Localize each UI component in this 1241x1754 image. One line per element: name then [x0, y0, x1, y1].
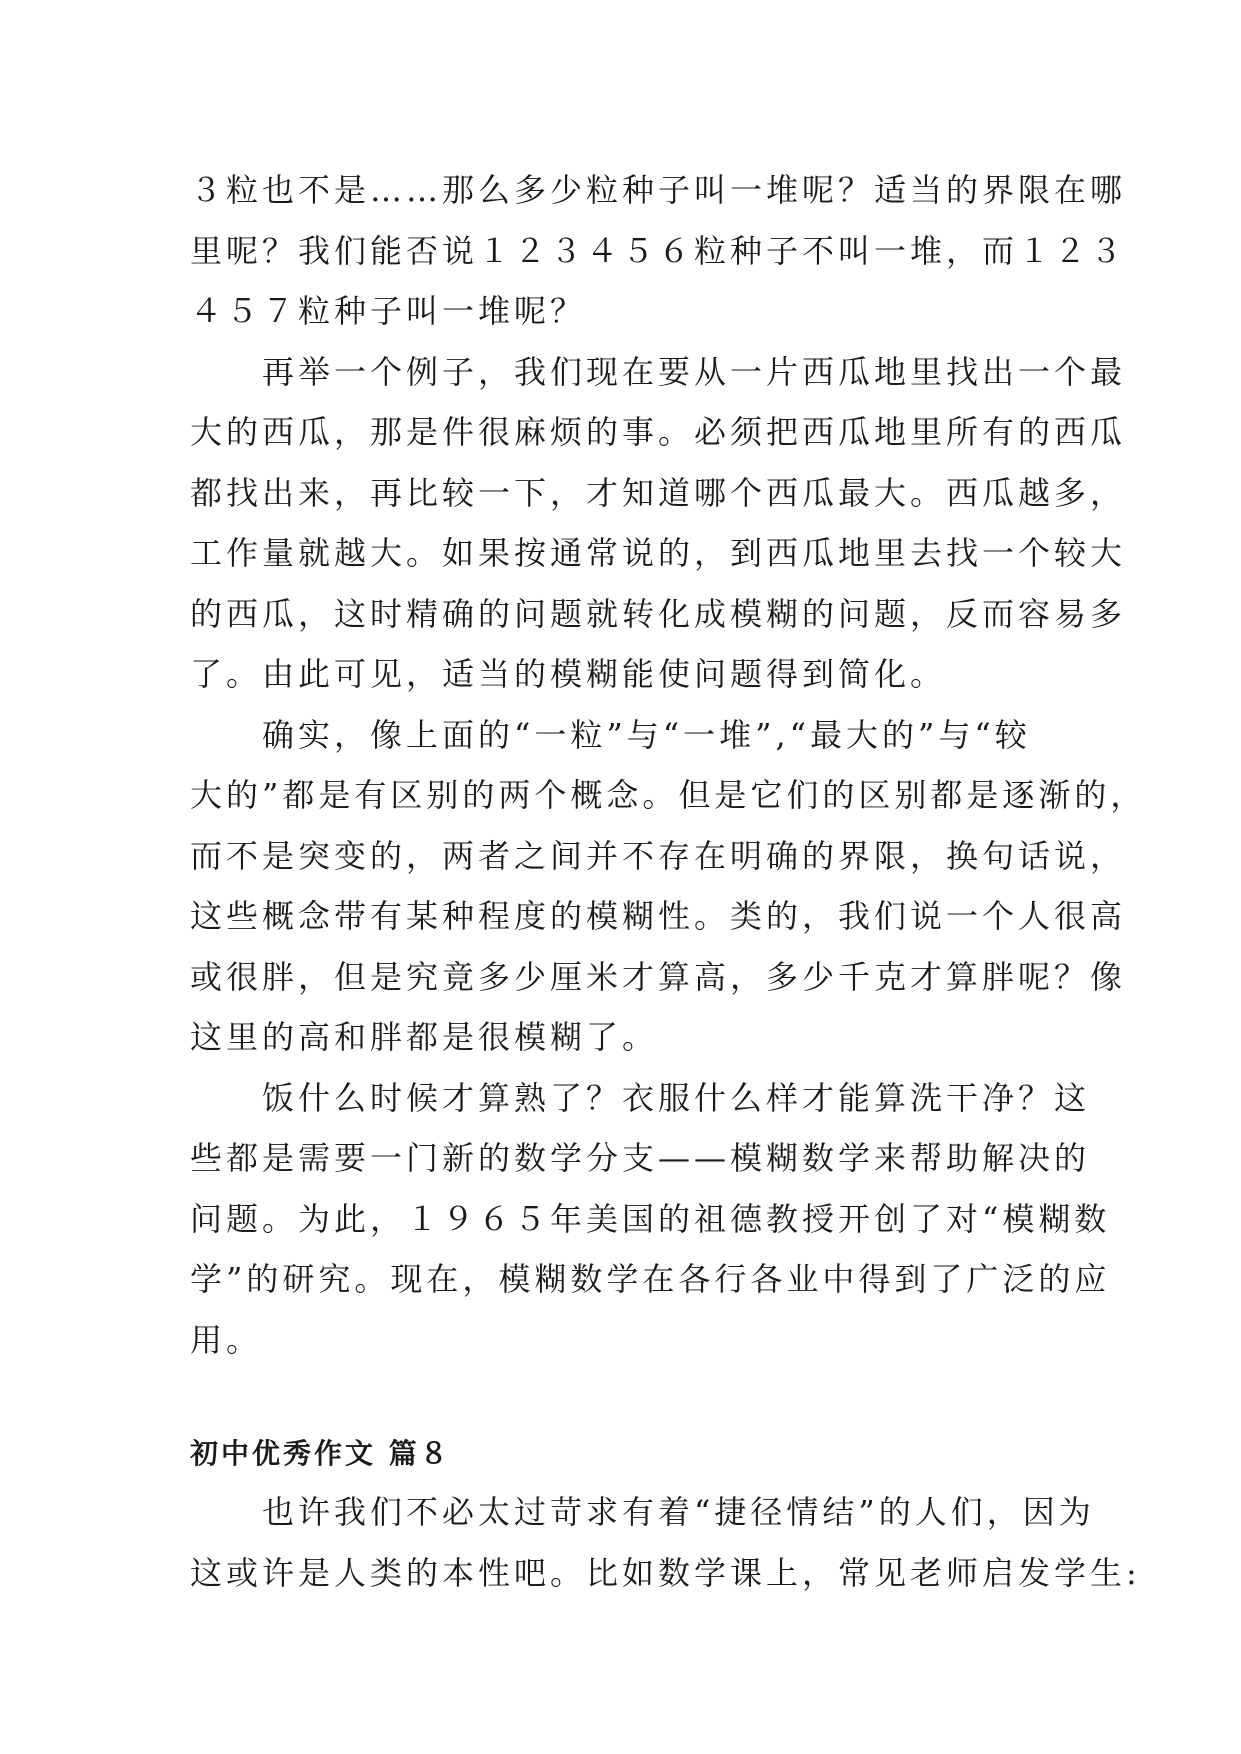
text-line: 问题。为此，１９６５年美国的祖德教授开创了对“模糊数	[190, 1199, 1111, 1238]
paragraph-4	[190, 1068, 1111, 1371]
text-line: 都找出来，再比较一下，才知道哪个西瓜最大。西瓜越多，	[190, 473, 1127, 512]
text-line: 也许我们不必太过苛求有着“捷径情结”的人们，因为	[262, 1493, 1095, 1531]
text-line: 学”的研究。现在，模糊数学在各行各业中得到了广泛的应	[190, 1260, 1111, 1298]
text-line: 这或许是人类的本性吧。比如数学课上，常见老师启发学生:	[190, 1553, 1141, 1592]
text-line: 了。由此可见，适当的模糊能使问题得到简化。	[190, 655, 947, 693]
text-line: 用。	[190, 1320, 263, 1359]
document-page	[190, 160, 1147, 1603]
text-line: 里呢？我们能否说１２３４５６粒种子不叫一堆，而１２３	[190, 231, 1127, 270]
paragraph-1	[190, 160, 1127, 342]
text-line: 的西瓜，这时精确的问题就转化成模糊的问题，反而容易多	[190, 594, 1127, 633]
paragraph-5	[190, 1482, 1141, 1603]
text-line: 这些概念带有某种程度的模糊性。类的，我们说一个人很高	[190, 897, 1127, 935]
text-line: 大的西瓜，那是件很麻烦的事。必须把西瓜地里所有的西瓜	[190, 413, 1127, 451]
text-line: 这里的高和胖都是很模糊了。	[190, 1018, 659, 1056]
text-line: 或很胖，但是究竟多少厘米才算高，多少千克才算胖呢？像	[190, 957, 1127, 996]
text-line: 工作量就越大。如果按通常说的，到西瓜地里去找一个较大	[190, 534, 1127, 572]
text-line: ３粒也不是……那么多少粒种子叫一堆呢？适当的界限在哪	[190, 171, 1127, 209]
text-line: 些都是需要一门新的数学分支——模糊数学来帮助解决的	[190, 1139, 1091, 1177]
text-line: 确实，像上面的“一粒”与“一堆”,“最大的”与“较	[262, 715, 1031, 754]
paragraph-3	[190, 705, 1147, 1068]
text-line: 大的”都是有区别的两个概念。但是它们的区别都是逐渐的，	[190, 776, 1147, 814]
paragraph-2	[190, 342, 1127, 705]
text-line: 饭什么时候才算熟了？衣服什么样才能算洗干净？这	[262, 1078, 1091, 1117]
text-line: 而不是突变的，两者之间并不存在明确的界限，换句话说，	[190, 836, 1127, 875]
text-line: ４５７粒种子叫一堆呢？	[190, 292, 587, 330]
section-title: 初中优秀作文 篇８	[190, 1437, 451, 1470]
text-line: 再举一个例子，我们现在要从一片西瓜地里找出一个最	[262, 352, 1127, 391]
